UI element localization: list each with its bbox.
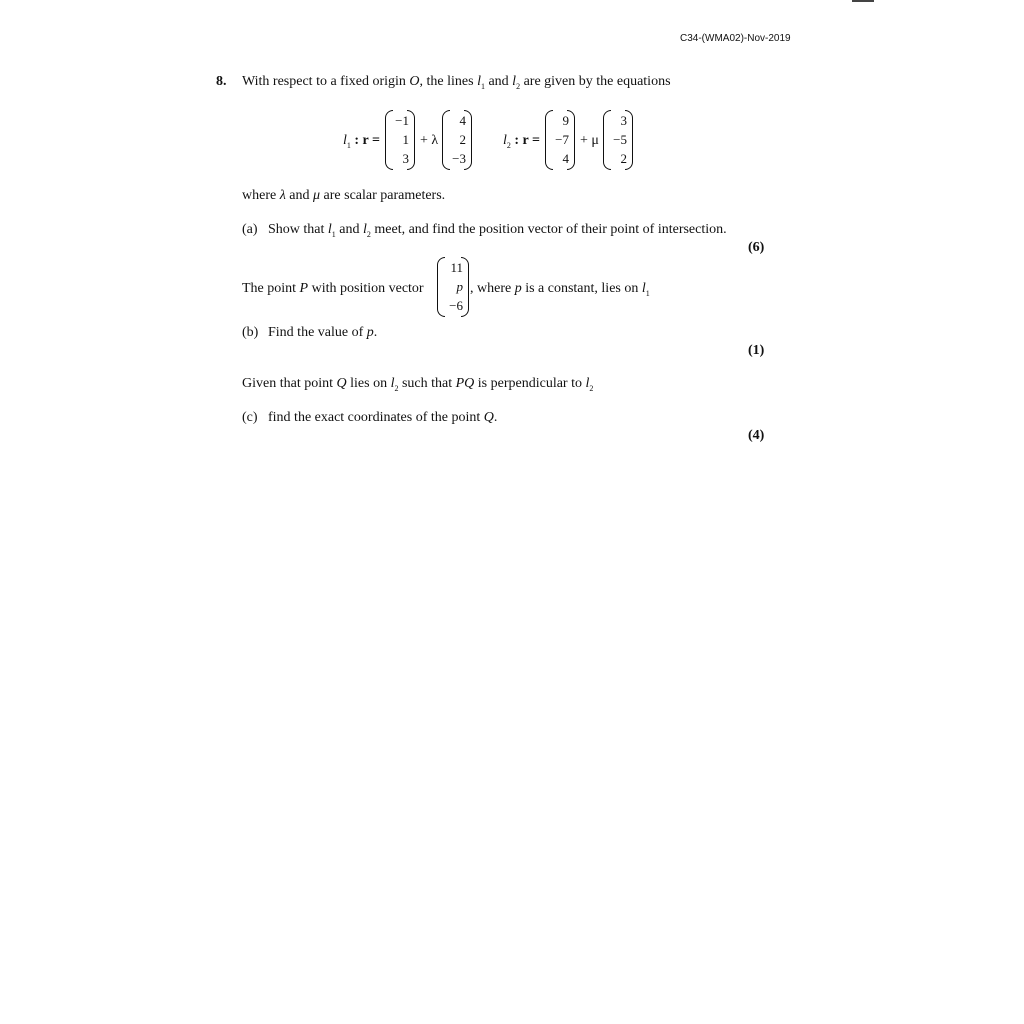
page-corner-mark — [852, 0, 874, 2]
point-p-text: The point P with position vector — [242, 281, 424, 296]
part-c-marks: (4) — [748, 428, 765, 443]
line2-parameter: + μ — [580, 133, 599, 148]
question-number: 8. — [216, 74, 227, 89]
line2-direction-vector: 3 −5 2 — [603, 110, 633, 170]
line1-direction-vector: 4 2 −3 — [442, 110, 472, 170]
line1-label: $l_1$ : r = — [343, 133, 380, 150]
given-q-text: Given that point Q lies on $l_2$ such that PQ is perpendicular to $l_2$ — [242, 376, 594, 393]
line2-label: $l_2$ : r = — [503, 133, 540, 150]
line1-parameter: + λ — [420, 133, 439, 148]
part-a-text: Show that $l_1$ and $l_2$ meet, and find the position vector of their point of intersection. — [268, 222, 727, 239]
part-b-marks: (1) — [748, 343, 765, 358]
part-a-label: (a) — [242, 222, 258, 237]
parameters-note: where λ and μ are scalar parameters. — [242, 188, 446, 203]
line2-point-vector: 9 −7 4 — [545, 110, 575, 170]
paper-reference: C34-(WMA02)-Nov-2019 — [680, 33, 791, 44]
point-p-constraint: , where p is a constant, lies on $l_1$ — [470, 281, 650, 298]
point-p-vector: 11 p −6 — [437, 257, 469, 317]
line1-point-vector: −1 1 3 — [385, 110, 415, 170]
part-c-label: (c) — [242, 410, 258, 425]
part-a-marks: (6) — [748, 240, 765, 255]
question-intro: With respect to a fixed origin O, the lines $l_1$ and $l_2$ are given by the equations — [242, 74, 671, 91]
part-b-label: (b) — [242, 325, 259, 340]
part-c-text: find the exact coordinates of the point Q. — [268, 410, 498, 425]
part-b-text: Find the value of p. — [268, 325, 378, 340]
